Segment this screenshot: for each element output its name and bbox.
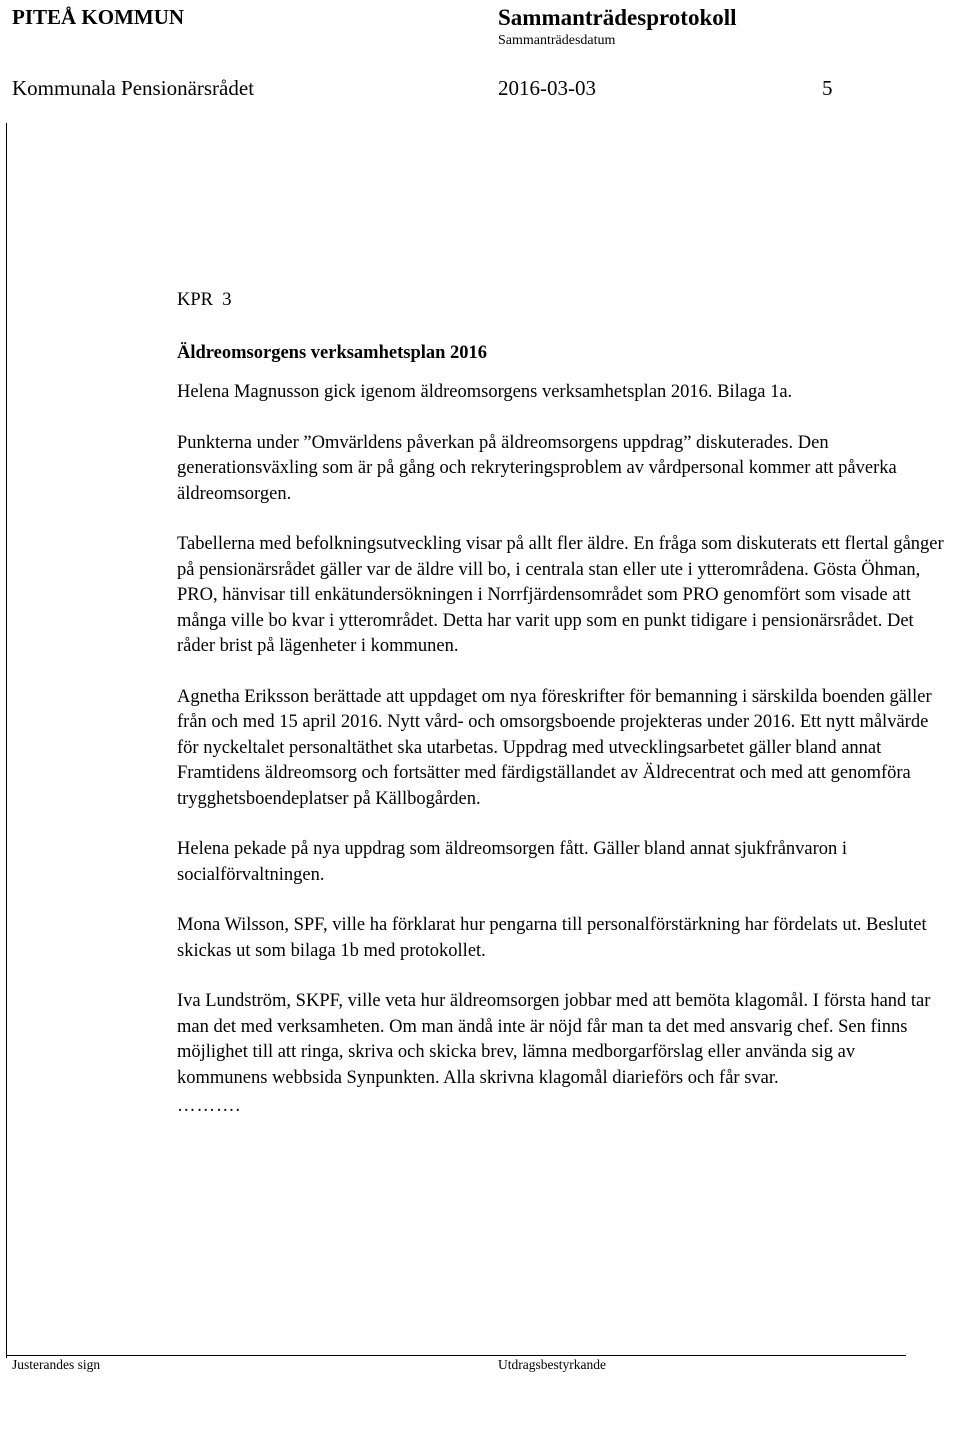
footer-rule (6, 1355, 906, 1356)
paragraph: Iva Lundström, SKPF, ville veta hur äldreomsorgen jobbar med att bemöta klagomål. I första hand tar man det med verksamheten. Om man ändå inte är nöjd får man ta det med ansvarig chef. Sen finns möjlighet till att ringa, skriva och skicka brev, lämna medborgarförslag eller använda sig av kommunens webbsida Synpunkten. Alla skrivna klagomål diarieförs och får svar. (177, 991, 931, 1088)
org-name: PITEÅ KOMMUN (12, 5, 185, 29)
margin-line (6, 123, 7, 1358)
footer-extract-label: Utdragsbestyrkande (498, 1357, 606, 1372)
paragraph: Mona Wilsson, SPF, ville ha förklarat hur pengarna till personalförstärkning har fördelats ut. Beslutet skickas ut som bilaga 1b med protokollet. (177, 915, 927, 961)
meeting-date-label: Sammanträdesdatum (498, 33, 616, 48)
council-name: Kommunala Pensionärsrådet (12, 76, 255, 100)
section-title: Äldreomsorgens verksamhetsplan 2016 (177, 342, 488, 363)
paragraph: Agnetha Eriksson berättade att uppdaget om nya föreskrifter för bemanning i särskilda boenden gäller från och med 15 april 2016. Nytt vård- och omsorgsboende projekteras under 2016. Ett nytt målvärde för nyckeltalet personaltäthet ska utarbetas. Uppdrag med utvecklingsarbetet gäller bland annat Framtidens äldreomsorg och fortsätter med färdigställandet av Äldrecentrat och med att genomföra trygghetsboendeplatser på Källbogården. (177, 686, 932, 809)
paragraph: Helena Magnusson gick igenom äldreomsorgens verksamhetsplan 2016. Bilaga 1a. (177, 382, 793, 402)
paragraph: Punkterna under ”Omvärldens påverkan på äldreomsorgens uppdrag” diskuterades. Den generationsväxling som är på gång och rekryteringsproblem av vårdpersonal kommer att påverka äldreomsorgen. (177, 432, 897, 504)
paragraph: Helena pekade på nya uppdrag som äldreomsorgen fått. Gäller bland annat sjukfrånvaron i socialförvaltningen. (177, 839, 848, 885)
page-number: 5 (822, 76, 833, 100)
footer-sign-label: Justerandes sign (12, 1357, 101, 1372)
protocol-body (177, 288, 949, 1120)
meeting-date: 2016-03-03 (498, 76, 596, 100)
document-type: Sammanträdesprotokoll (498, 5, 737, 30)
section-number: KPR 3 (177, 290, 232, 310)
paragraph: Tabellerna med befolkningsutveckling visar på allt fler äldre. En fråga som diskuterats ett flertal gånger på pensionärsrådet gäller var de äldre vill bo, i centrala stan eller ute i ytterområdena. Gösta Öhman, PRO, hänvisar till enkätundersökningen i Norrfjärdensområdet som PRO genomfört som visade att många ville bo kvar i ytterområdet. Detta har varit upp som en punkt tidigare i pensionärsrådet. Det råder brist på lägenheter i kommunen. (177, 534, 944, 656)
ellipsis: ………. (177, 1096, 242, 1116)
